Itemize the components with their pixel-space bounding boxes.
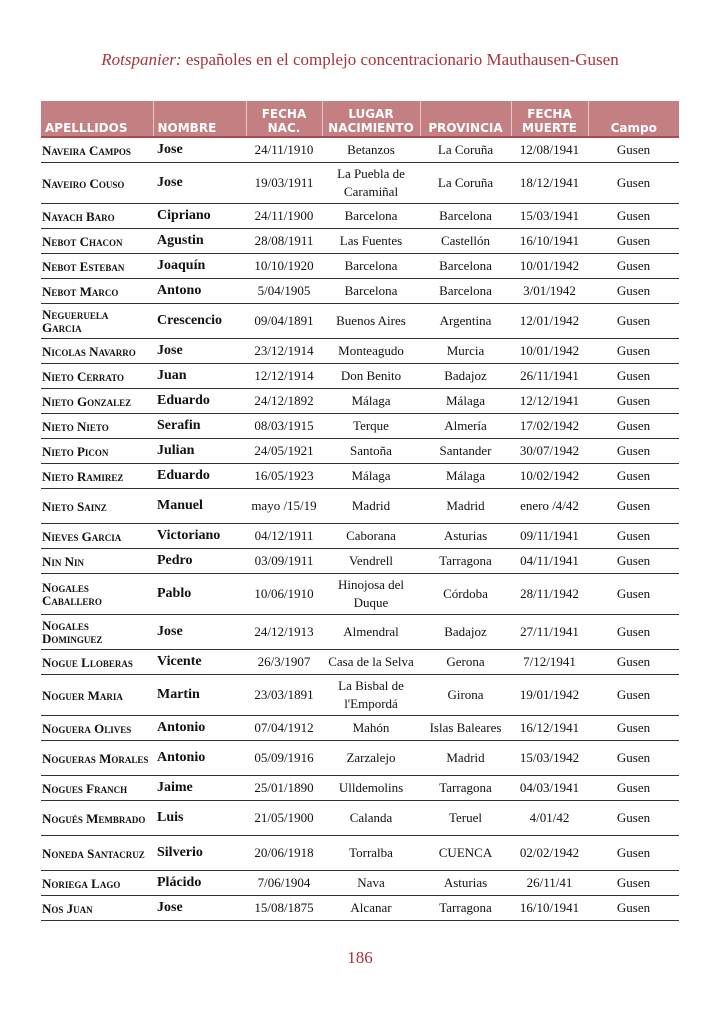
surname-cell: Nogue Lloberas: [41, 650, 153, 675]
death-date-cell: enero /4/42: [511, 489, 588, 524]
surname-cell: Naveiro Couso: [41, 163, 153, 204]
camp-cell: Gusen: [588, 229, 679, 254]
table-body: [41, 137, 679, 921]
given-name-cell: Jose: [153, 137, 246, 163]
surname-cell: Nogueras Morales: [41, 741, 153, 776]
birth-place-cell: La Puebla de Caramiñal: [322, 163, 420, 204]
col-header-lugar-nacimiento: LUGAR NACIMIENTO: [322, 101, 420, 137]
birth-date-cell: mayo /15/19: [246, 489, 322, 524]
given-name-cell: Agustin: [153, 229, 246, 254]
province-cell: Almería: [420, 414, 511, 439]
surname-cell: Noneda Santacruz: [41, 836, 153, 871]
province-cell: Barcelona: [420, 204, 511, 229]
given-name-cell: Pablo: [153, 574, 246, 615]
camp-cell: Gusen: [588, 304, 679, 339]
birth-place-cell: Betanzos: [322, 137, 420, 163]
table-row: [41, 137, 679, 163]
table-row: [41, 364, 679, 389]
birth-date-cell: 7/06/1904: [246, 871, 322, 896]
death-date-cell: 10/01/1942: [511, 339, 588, 364]
surname-cell: Nieto Cerrato: [41, 364, 153, 389]
table-row: [41, 414, 679, 439]
birth-place-cell: Vendrell: [322, 549, 420, 574]
birth-date-cell: 12/12/1914: [246, 364, 322, 389]
given-name-cell: Manuel: [153, 489, 246, 524]
birth-place-cell: Ulldemolins: [322, 776, 420, 801]
province-cell: Castellón: [420, 229, 511, 254]
province-cell: Argentina: [420, 304, 511, 339]
surname-cell: Nogales Caballero: [41, 574, 153, 615]
table-row: [41, 304, 679, 339]
given-name-cell: Jose: [153, 896, 246, 921]
province-cell: Madrid: [420, 489, 511, 524]
birth-date-cell: 26/3/1907: [246, 650, 322, 675]
table-header-row: [41, 101, 679, 137]
table-row: [41, 675, 679, 716]
table-row: [41, 229, 679, 254]
birth-date-cell: 19/03/1911: [246, 163, 322, 204]
surname-cell: Nos Juan: [41, 896, 153, 921]
death-date-cell: 10/01/1942: [511, 254, 588, 279]
province-cell: Madrid: [420, 741, 511, 776]
given-name-cell: Martin: [153, 675, 246, 716]
birth-place-cell: Barcelona: [322, 254, 420, 279]
col-header-fecha-muerte: FECHA MUERTE: [511, 101, 588, 137]
camp-cell: Gusen: [588, 204, 679, 229]
province-cell: Barcelona: [420, 279, 511, 304]
death-date-cell: 15/03/1942: [511, 741, 588, 776]
table-row: [41, 896, 679, 921]
birth-place-cell: Alcanar: [322, 896, 420, 921]
surname-cell: Nin Nin: [41, 549, 153, 574]
birth-date-cell: 16/05/1923: [246, 464, 322, 489]
camp-cell: Gusen: [588, 574, 679, 615]
table-row: [41, 163, 679, 204]
given-name-cell: Silverio: [153, 836, 246, 871]
camp-cell: Gusen: [588, 163, 679, 204]
running-head: [0, 50, 720, 70]
death-date-cell: 12/08/1941: [511, 137, 588, 163]
surname-cell: Nieto Ramirez: [41, 464, 153, 489]
surname-cell: Nieto Sainz: [41, 489, 153, 524]
surname-cell: Noriega Lago: [41, 871, 153, 896]
province-cell: Barcelona: [420, 254, 511, 279]
birth-place-cell: Las Fuentes: [322, 229, 420, 254]
table-row: [41, 389, 679, 414]
death-date-cell: 16/10/1941: [511, 896, 588, 921]
death-date-cell: 3/01/1942: [511, 279, 588, 304]
given-name-cell: Luis: [153, 801, 246, 836]
surname-cell: Noguera Olives: [41, 716, 153, 741]
given-name-cell: Plácido: [153, 871, 246, 896]
birth-place-cell: Don Benito: [322, 364, 420, 389]
birth-date-cell: 15/08/1875: [246, 896, 322, 921]
birth-date-cell: 07/04/1912: [246, 716, 322, 741]
death-date-cell: 28/11/1942: [511, 574, 588, 615]
birth-place-cell: Casa de la Selva: [322, 650, 420, 675]
camp-cell: Gusen: [588, 414, 679, 439]
birth-date-cell: 10/10/1920: [246, 254, 322, 279]
birth-date-cell: 21/05/1900: [246, 801, 322, 836]
table-row: [41, 464, 679, 489]
given-name-cell: Antono: [153, 279, 246, 304]
table-row: [41, 776, 679, 801]
surname-cell: Nicolas Navarro: [41, 339, 153, 364]
surname-cell: Negueruela Garcia: [41, 304, 153, 339]
birth-place-cell: Nava: [322, 871, 420, 896]
birth-place-cell: Madrid: [322, 489, 420, 524]
table-row: [41, 650, 679, 675]
given-name-cell: Jaime: [153, 776, 246, 801]
surname-cell: Nieto Nieto: [41, 414, 153, 439]
province-cell: Murcia: [420, 339, 511, 364]
camp-cell: Gusen: [588, 741, 679, 776]
birth-place-cell: Málaga: [322, 464, 420, 489]
camp-cell: Gusen: [588, 464, 679, 489]
surname-cell: Nogales Dominguez: [41, 615, 153, 650]
birth-place-cell: Terque: [322, 414, 420, 439]
birth-place-cell: Zarzalejo: [322, 741, 420, 776]
camp-cell: Gusen: [588, 716, 679, 741]
birth-place-cell: Mahón: [322, 716, 420, 741]
birth-date-cell: 08/03/1915: [246, 414, 322, 439]
death-date-cell: 19/01/1942: [511, 675, 588, 716]
given-name-cell: Crescencio: [153, 304, 246, 339]
given-name-cell: Eduardo: [153, 389, 246, 414]
given-name-cell: Juan: [153, 364, 246, 389]
death-date-cell: 10/02/1942: [511, 464, 588, 489]
surname-cell: Nebot Esteban: [41, 254, 153, 279]
table-row: [41, 836, 679, 871]
birth-date-cell: 04/12/1911: [246, 524, 322, 549]
running-head-text: españoles en el complejo concentracionario Mauthausen-Gusen: [181, 50, 619, 69]
surname-cell: Nayach Baro: [41, 204, 153, 229]
province-cell: Asturias: [420, 871, 511, 896]
camp-cell: Gusen: [588, 279, 679, 304]
running-head-italic: Rotspanier:: [101, 50, 182, 69]
camp-cell: Gusen: [588, 489, 679, 524]
table-row: [41, 716, 679, 741]
birth-place-cell: Buenos Aires: [322, 304, 420, 339]
given-name-cell: Pedro: [153, 549, 246, 574]
death-date-cell: 12/01/1942: [511, 304, 588, 339]
camp-cell: Gusen: [588, 871, 679, 896]
given-name-cell: Jose: [153, 163, 246, 204]
birth-date-cell: 09/04/1891: [246, 304, 322, 339]
col-header-provincia: PROVINCIA: [420, 101, 511, 137]
camp-cell: Gusen: [588, 439, 679, 464]
province-cell: Tarragona: [420, 549, 511, 574]
camp-cell: Gusen: [588, 389, 679, 414]
death-date-cell: 30/07/1942: [511, 439, 588, 464]
col-header-nombre: NOMBRE: [153, 101, 246, 137]
table-row: [41, 279, 679, 304]
table-row: [41, 524, 679, 549]
table-row: [41, 254, 679, 279]
death-date-cell: 26/11/41: [511, 871, 588, 896]
death-date-cell: 7/12/1941: [511, 650, 588, 675]
table-row: [41, 871, 679, 896]
given-name-cell: Antonio: [153, 741, 246, 776]
surname-cell: Nebot Marco: [41, 279, 153, 304]
death-date-cell: 02/02/1942: [511, 836, 588, 871]
birth-date-cell: 10/06/1910: [246, 574, 322, 615]
province-cell: Tarragona: [420, 896, 511, 921]
death-date-cell: 26/11/1941: [511, 364, 588, 389]
birth-date-cell: 24/11/1910: [246, 137, 322, 163]
death-date-cell: 18/12/1941: [511, 163, 588, 204]
province-cell: Córdoba: [420, 574, 511, 615]
birth-date-cell: 25/01/1890: [246, 776, 322, 801]
given-name-cell: Cipriano: [153, 204, 246, 229]
birth-place-cell: Monteagudo: [322, 339, 420, 364]
death-date-cell: 17/02/1942: [511, 414, 588, 439]
birth-date-cell: 20/06/1918: [246, 836, 322, 871]
given-name-cell: Serafin: [153, 414, 246, 439]
death-date-cell: 16/12/1941: [511, 716, 588, 741]
camp-cell: Gusen: [588, 836, 679, 871]
birth-place-cell: Torralba: [322, 836, 420, 871]
birth-date-cell: 24/12/1892: [246, 389, 322, 414]
birth-date-cell: 23/03/1891: [246, 675, 322, 716]
birth-place-cell: Calanda: [322, 801, 420, 836]
province-cell: Málaga: [420, 389, 511, 414]
province-cell: Badajoz: [420, 615, 511, 650]
camp-cell: Gusen: [588, 524, 679, 549]
birth-date-cell: 24/12/1913: [246, 615, 322, 650]
province-cell: CUENCA: [420, 836, 511, 871]
province-cell: Málaga: [420, 464, 511, 489]
province-cell: Islas Baleares: [420, 716, 511, 741]
birth-place-cell: Málaga: [322, 389, 420, 414]
page-number: 186: [347, 948, 373, 967]
given-name-cell: Victoriano: [153, 524, 246, 549]
given-name-cell: Antonio: [153, 716, 246, 741]
surname-cell: Nieto Picon: [41, 439, 153, 464]
camp-cell: Gusen: [588, 254, 679, 279]
given-name-cell: Vicente: [153, 650, 246, 675]
death-date-cell: 12/12/1941: [511, 389, 588, 414]
province-cell: La Coruña: [420, 137, 511, 163]
camp-cell: Gusen: [588, 615, 679, 650]
birth-place-cell: Almendral: [322, 615, 420, 650]
camp-cell: Gusen: [588, 776, 679, 801]
birth-date-cell: 24/05/1921: [246, 439, 322, 464]
table-row: [41, 615, 679, 650]
death-date-cell: 04/11/1941: [511, 549, 588, 574]
surname-cell: Noguer Maria: [41, 675, 153, 716]
camp-cell: Gusen: [588, 896, 679, 921]
birth-date-cell: 23/12/1914: [246, 339, 322, 364]
birth-place-cell: Caborana: [322, 524, 420, 549]
province-cell: Badajoz: [420, 364, 511, 389]
death-date-cell: 16/10/1941: [511, 229, 588, 254]
province-cell: Teruel: [420, 801, 511, 836]
given-name-cell: Eduardo: [153, 464, 246, 489]
death-date-cell: 4/01/42: [511, 801, 588, 836]
table-row: [41, 439, 679, 464]
table-row: [41, 549, 679, 574]
province-cell: Santander: [420, 439, 511, 464]
given-name-cell: Jose: [153, 615, 246, 650]
table-row: [41, 204, 679, 229]
surname-cell: Nogues Franch: [41, 776, 153, 801]
given-name-cell: Jose: [153, 339, 246, 364]
surname-cell: Nogués Membrado: [41, 801, 153, 836]
surname-cell: Nieto Gonzalez: [41, 389, 153, 414]
death-date-cell: 27/11/1941: [511, 615, 588, 650]
death-date-cell: 09/11/1941: [511, 524, 588, 549]
table-row: [41, 801, 679, 836]
province-cell: Girona: [420, 675, 511, 716]
col-header-campo: Campo: [588, 101, 679, 137]
birth-place-cell: Hinojosa del Duque: [322, 574, 420, 615]
surname-cell: Nebot Chacon: [41, 229, 153, 254]
birth-place-cell: Barcelona: [322, 204, 420, 229]
surname-cell: Naveira Campos: [41, 137, 153, 163]
birth-date-cell: 28/08/1911: [246, 229, 322, 254]
province-cell: Asturias: [420, 524, 511, 549]
camp-cell: Gusen: [588, 339, 679, 364]
camp-cell: Gusen: [588, 675, 679, 716]
death-date-cell: 04/03/1941: [511, 776, 588, 801]
province-cell: La Coruña: [420, 163, 511, 204]
birth-date-cell: 24/11/1900: [246, 204, 322, 229]
camp-cell: Gusen: [588, 801, 679, 836]
province-cell: Gerona: [420, 650, 511, 675]
birth-place-cell: Barcelona: [322, 279, 420, 304]
camp-cell: Gusen: [588, 549, 679, 574]
birth-place-cell: La Bisbal de l'Empordá: [322, 675, 420, 716]
birth-date-cell: 5/04/1905: [246, 279, 322, 304]
birth-place-cell: Santoña: [322, 439, 420, 464]
col-header-fecha-nac: FECHA NAC.: [246, 101, 322, 137]
camp-cell: Gusen: [588, 364, 679, 389]
given-name-cell: Joaquín: [153, 254, 246, 279]
surname-cell: Nieves Garcia: [41, 524, 153, 549]
col-header-apellidos: APELLLIDOS: [41, 101, 153, 137]
table-row: [41, 339, 679, 364]
table-row: [41, 741, 679, 776]
birth-date-cell: 05/09/1916: [246, 741, 322, 776]
birth-date-cell: 03/09/1911: [246, 549, 322, 574]
camp-cell: Gusen: [588, 137, 679, 163]
death-date-cell: 15/03/1941: [511, 204, 588, 229]
camp-cell: Gusen: [588, 650, 679, 675]
table-row: [41, 574, 679, 615]
province-cell: Tarragona: [420, 776, 511, 801]
prisoner-table: [41, 101, 679, 921]
table-row: [41, 489, 679, 524]
given-name-cell: Julian: [153, 439, 246, 464]
